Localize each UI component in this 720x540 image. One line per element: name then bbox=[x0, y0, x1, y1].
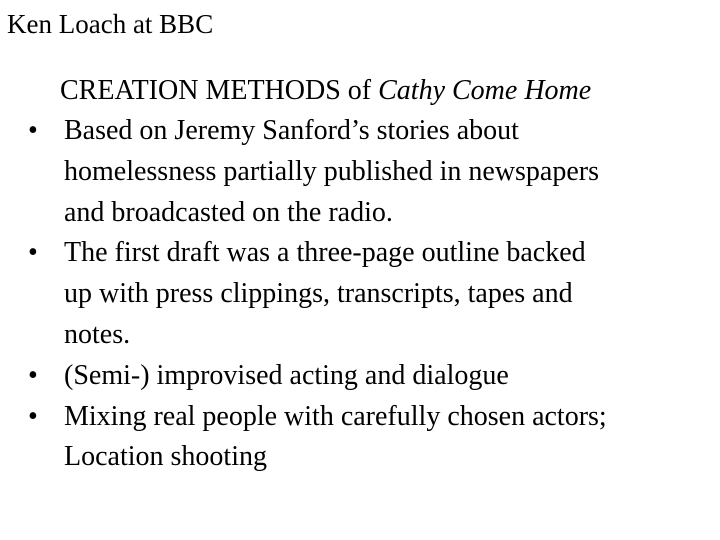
section-heading-prefix: CREATION METHODS of bbox=[60, 75, 379, 106]
bullet-line: (Semi-) improvised acting and dialogue bbox=[64, 359, 509, 391]
slide-content bbox=[28, 71, 708, 478]
bullet-item bbox=[28, 233, 708, 355]
bullet-icon: • bbox=[28, 400, 38, 432]
bullet-item bbox=[28, 111, 708, 233]
bullet-icon: • bbox=[28, 359, 38, 391]
bullet-line: The first draft was a three-page outline backed bbox=[64, 237, 586, 269]
bullet-icon: • bbox=[28, 237, 38, 269]
bullet-icon: • bbox=[28, 115, 38, 146]
section-heading bbox=[28, 71, 708, 111]
section-heading-italic: Cathy Come Home bbox=[378, 75, 592, 106]
bullet-line: homelessness partially published in newspapers bbox=[64, 155, 600, 187]
bullet-item bbox=[28, 356, 708, 397]
bullet-line: Mixing real people with carefully chosen actors; bbox=[64, 400, 607, 432]
bullet-list bbox=[28, 111, 708, 478]
slide-title: Ken Loach at BBC bbox=[7, 9, 214, 39]
bullet-line: Based on Jeremy Sanford’s stories about bbox=[64, 115, 519, 146]
bullet-line: notes. bbox=[64, 318, 131, 350]
bullet-line: and broadcasted on the radio. bbox=[64, 196, 393, 228]
bullet-line: up with press clippings, transcripts, tapes and bbox=[64, 278, 573, 310]
bullet-item bbox=[28, 397, 708, 479]
bullet-line: Location shooting bbox=[64, 441, 267, 473]
